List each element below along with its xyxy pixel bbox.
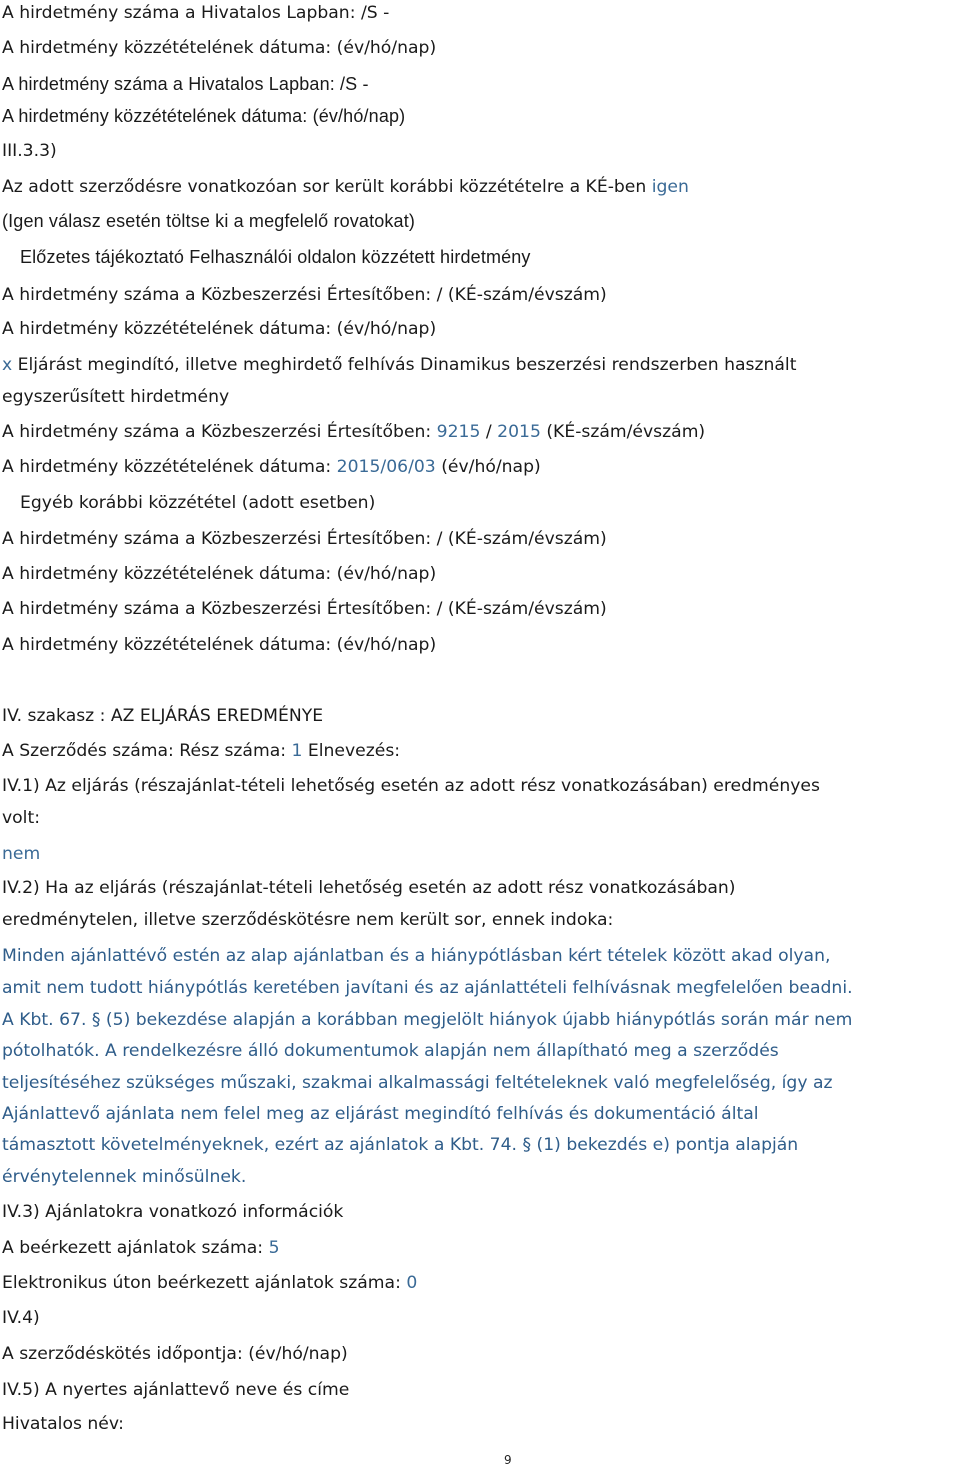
reason-text-line: támasztott követelményeknek, ezért az ajánlatok a Kbt. 74. § (1) bekezdés e) pontja alapján [2,1135,799,1155]
official-name-line: Hivatalos név: [2,1414,124,1434]
option-line: Egyéb korábbi közzététel (adott esetben) [20,493,376,513]
section-heading: IV.5) A nyertes ajánlattevő neve és címe [2,1380,350,1400]
ke-number-line: A hirdetmény száma a Közbeszerzési Értesítőben: / (KÉ-szám/évszám) [2,529,607,549]
prior-publication-value: igen [651,177,689,197]
prior-publication-label: Az adott szerződésre vonatkozóan sor került korábbi közzétételre a KÉ-ben [2,177,652,197]
ke-number-line [2,421,705,443]
page-number: 9 [504,1453,512,1467]
section-heading: IV.3) Ajánlatokra vonatkozó információk [2,1202,344,1222]
reason-text-line: A Kbt. 67. § (5) bekezdése alapján a korábban megjelölt hiányok újabb hiánypótlás során már nem [2,1010,853,1030]
offers-count-line [2,1237,280,1259]
label: A beérkezett ajánlatok száma: [2,1238,269,1258]
electronic-offers-line [2,1272,417,1294]
electronic-offers-value: 0 [406,1273,418,1293]
result-question-line-cont: volt: [2,808,40,828]
reason-question-line: IV.2) Ha az eljárás (részajánlat-tételi lehetőség esetén az adott rész vonatkozásában) [2,878,736,898]
hl-date-line: A hirdetmény közzétételének dátuma: (év/hó/nap) [2,106,406,126]
result-question-line: IV.1) Az eljárás (részajánlat-tételi lehetőség esetén az adott rész vonatkozásában) eredményes [2,776,820,796]
label: Elnevezés: [302,741,401,761]
checkbox-mark: x [2,355,13,375]
hl-date-line: A hirdetmény közzétételének dátuma: (év/hó/nap) [2,38,437,58]
contract-date-line: A szerződéskötés időpontja: (év/hó/nap) [2,1344,348,1364]
reason-question-line-cont: eredménytelen, illetve szerződéskötésre nem került sor, ennek indoka: [2,910,614,930]
label: A hirdetmény közzétételének dátuma: [2,457,337,477]
ke-date-line [2,456,541,478]
reason-text-line: teljesítéséhez szükséges műszaki, szakmai alkalmassági feltételeknek való megfelelőség, így az [2,1073,833,1093]
reason-text-line: Minden ajánlattévő estén az alap ajánlatban és a hiánypótlásban kért tételek között akad olyan, [2,946,831,966]
ke-date-line: A hirdetmény közzétételének dátuma: (év/hó/nap) [2,564,437,584]
option-line [2,354,796,376]
part-number-value: 1 [291,741,303,761]
separator: / [480,422,498,442]
contract-number-line [2,740,400,762]
reason-text-line: Ajánlattevő ajánlata nem felel meg az eljárást megindító felhívás és dokumentáció által [2,1104,759,1124]
offers-count-value: 5 [268,1238,280,1258]
label: A Szerződés száma: Rész száma: [2,741,292,761]
ke-number-value: 9215 [436,422,481,442]
result-value: nem [2,844,41,864]
hl-number-line: A hirdetmény száma a Hivatalos Lapban: /S - [2,3,390,23]
ke-number-line: A hirdetmény száma a Közbeszerzési Értesítőben: / (KÉ-szám/évszám) [2,599,607,619]
ke-date-value: 2015/06/03 [336,457,436,477]
section-heading: IV.4) [2,1308,40,1328]
label: A hirdetmény száma a Közbeszerzési Értesítőben: [2,422,437,442]
ke-year-value: 2015 [497,422,541,442]
ke-number-line: A hirdetmény száma a Közbeszerzési Értesítőben: / (KÉ-szám/évszám) [2,285,607,305]
reason-text-line: amit nem tudott hiánypótlás keretében javítani és az ajánlattételi felhívásnak megfelelően beadni. [2,978,853,998]
option-line: Előzetes tájékoztató Felhasználói oldalon közzétett hirdetmény [20,247,531,267]
format-hint: (év/hó/nap) [435,457,541,477]
prior-publication-line [2,176,689,198]
section-heading: III.3.3) [2,141,57,161]
option-label: Eljárást megindító, illetve meghirdető felhívás Dinamikus beszerzési rendszerben használt [12,355,797,375]
option-line-cont: egyszerűsített hirdetmény [2,387,230,407]
format-hint: (KÉ-szám/évszám) [540,422,706,442]
ke-date-line: A hirdetmény közzétételének dátuma: (év/hó/nap) [2,635,437,655]
label: Elektronikus úton beérkezett ajánlatok száma: [2,1273,407,1293]
reason-text-line: érvénytelennek minősülnek. [2,1167,247,1187]
hl-number-line: A hirdetmény száma a Hivatalos Lapban: /S - [2,74,369,94]
instruction-line: (Igen válasz esetén töltse ki a megfelelő rovatokat) [2,211,416,231]
ke-date-line: A hirdetmény közzétételének dátuma: (év/hó/nap) [2,319,437,339]
reason-text-line: pótolhatók. A rendelkezésre álló dokumentumok alapján nem állapítható meg a szerződés [2,1041,779,1061]
section-title: IV. szakasz : AZ ELJÁRÁS EREDMÉNYE [2,706,324,726]
